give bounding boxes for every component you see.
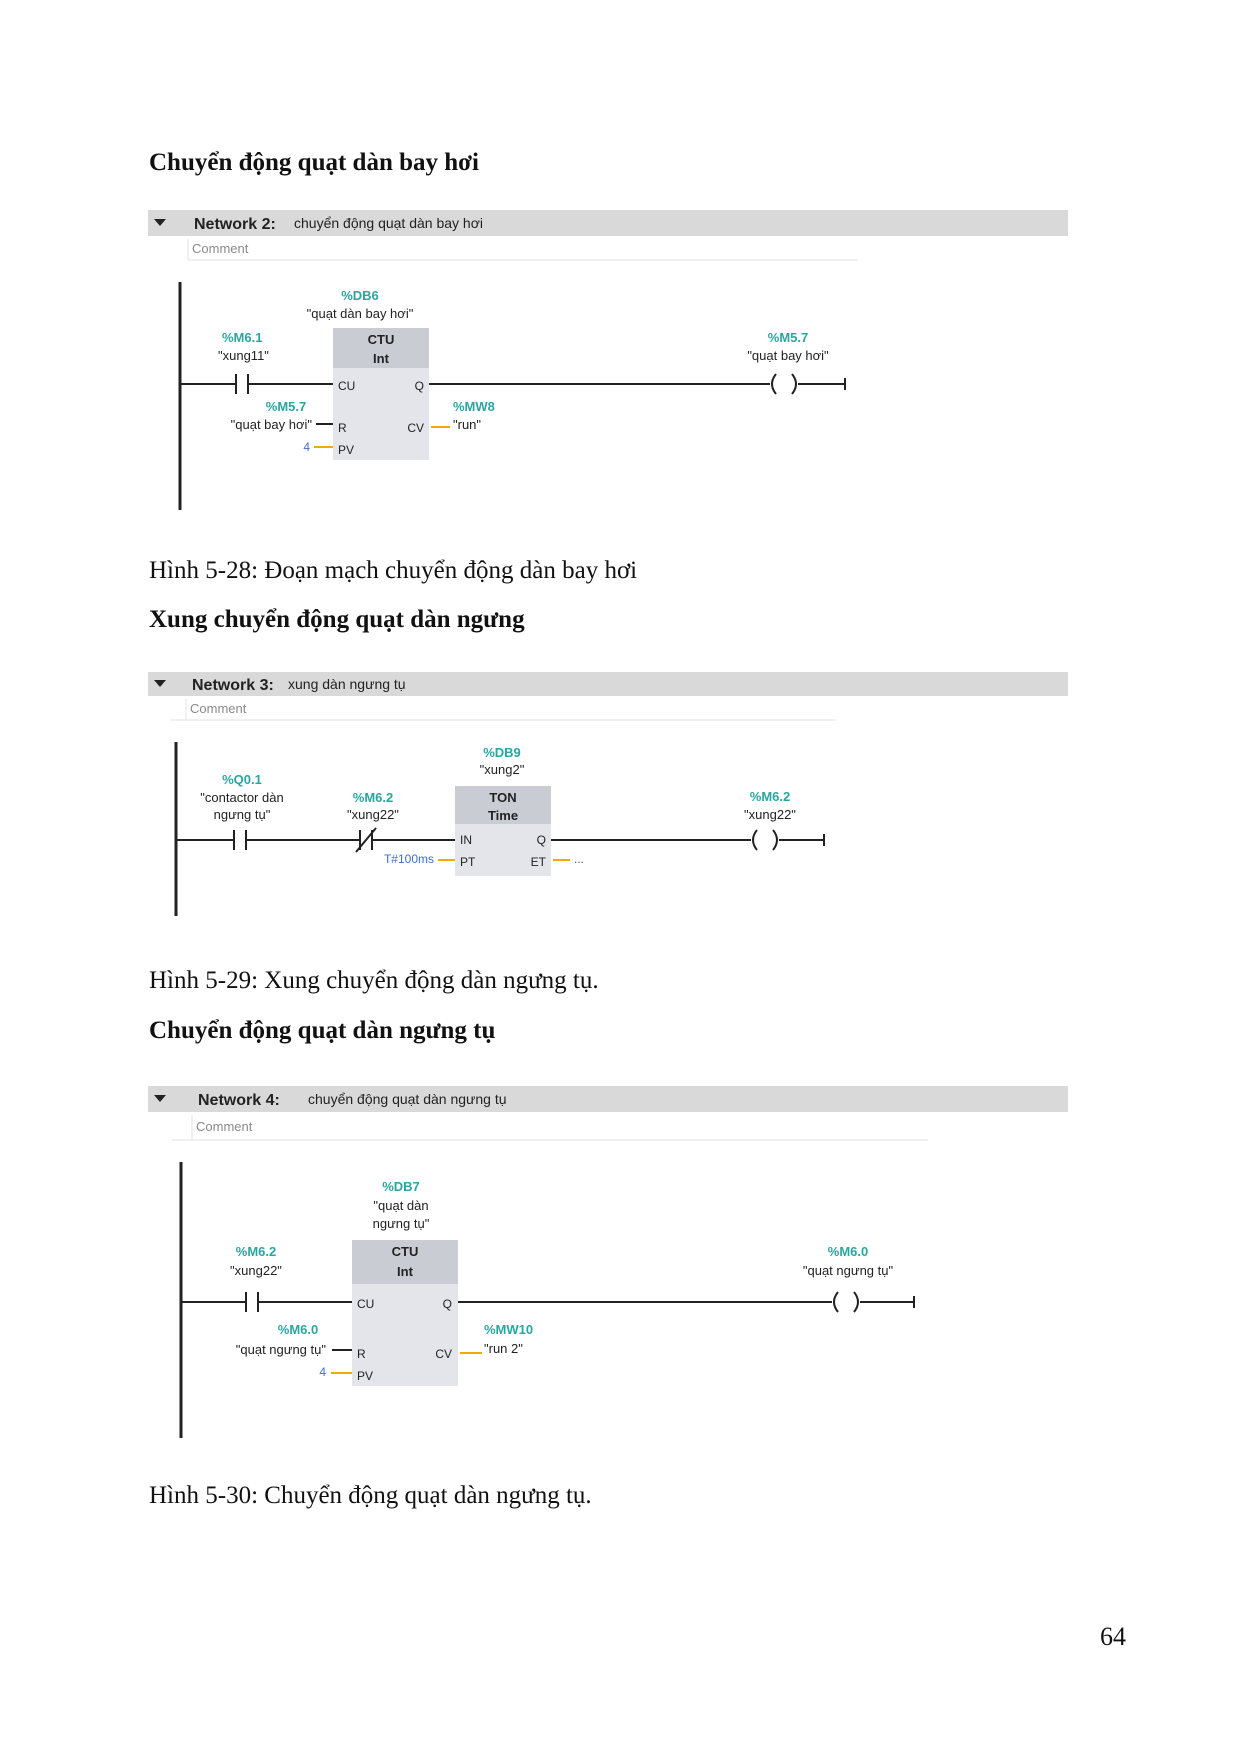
- contact2-symbol: "xung22": [347, 807, 399, 822]
- figure-caption-5-30: Hình 5-30: Chuyển động quạt dàn ngưng tụ.: [149, 1482, 592, 1509]
- coil-address: %M6.0: [827, 1244, 869, 1259]
- et-value: ...: [574, 852, 585, 866]
- network-label: Network 4:: [198, 1092, 280, 1109]
- contact1-symbol-line1: "contactor dàn: [200, 790, 284, 805]
- coil-symbol: "quạt ngưng tụ": [802, 1263, 894, 1278]
- pin-cv: CV: [407, 421, 424, 435]
- reset-address: %M6.0: [277, 1322, 319, 1337]
- ladder-network-4: [148, 1086, 1068, 1446]
- block-datatype: Int: [373, 351, 389, 366]
- pin-pt: PT: [460, 855, 476, 869]
- coil-symbol: "xung22": [744, 807, 796, 822]
- block-type: TON: [489, 790, 517, 805]
- pv-value: 4: [319, 1365, 326, 1379]
- page-number: 64: [1100, 1622, 1126, 1651]
- block-db-name: "quạt dàn bay hơi": [306, 306, 414, 321]
- block-db-address: %DB9: [483, 745, 521, 760]
- pin-pv: PV: [338, 443, 355, 457]
- block-type: CTU: [391, 1244, 419, 1259]
- reset-symbol: "quạt ngưng tụ": [235, 1342, 326, 1357]
- pin-et: ET: [530, 855, 546, 869]
- contact-symbol: "xung11": [218, 348, 269, 363]
- pin-in: IN: [460, 833, 472, 847]
- pin-r: R: [338, 421, 347, 435]
- block-db-address: %DB7: [382, 1179, 420, 1194]
- network-title: chuyển động quạt dàn ngưng tụ: [308, 1091, 507, 1107]
- block-datatype: Int: [397, 1264, 413, 1279]
- output-coil[interactable]: [772, 374, 776, 394]
- contact2-address: %M6.2: [352, 790, 394, 805]
- output-coil[interactable]: [753, 830, 757, 850]
- network-title: chuyển động quạt dàn bay hơi: [294, 215, 483, 231]
- coil-address: %M6.2: [749, 789, 791, 804]
- network-header-bar: [148, 672, 1068, 696]
- coil-symbol: "quạt bay hơi": [747, 348, 829, 363]
- network-3-diagram: [148, 672, 1068, 922]
- network-header-bar: [148, 210, 1068, 236]
- coil-address: %M5.7: [767, 330, 809, 345]
- network-comment[interactable]: Comment: [196, 1119, 253, 1134]
- reset-address: %M5.7: [265, 399, 307, 414]
- contact-address: %M6.2: [235, 1244, 277, 1259]
- ladder-network-3: [148, 672, 1068, 922]
- pin-q: Q: [414, 379, 424, 393]
- pin-pv: PV: [357, 1369, 374, 1383]
- block-type: CTU: [367, 332, 395, 347]
- block-db-address: %DB6: [341, 288, 379, 303]
- contact1-address: %Q0.1: [222, 772, 262, 787]
- contact-symbol: "xung22": [230, 1263, 282, 1278]
- contact-address: %M6.1: [222, 330, 263, 345]
- pin-cv: CV: [435, 1347, 452, 1361]
- section-heading-evaporator-fan: Chuyển động quạt dàn bay hơi: [149, 149, 479, 176]
- cv-address: %MW10: [484, 1322, 534, 1337]
- figure-caption-5-28: Hình 5-28: Đoạn mạch chuyển động dàn bay hơi: [149, 557, 638, 584]
- section-heading-condenser-fan: Chuyển động quạt dàn ngưng tụ: [149, 1017, 496, 1044]
- network-comment[interactable]: Comment: [192, 241, 249, 256]
- block-datatype: Time: [487, 808, 519, 823]
- pin-cu: CU: [357, 1297, 375, 1311]
- pin-q: Q: [442, 1297, 452, 1311]
- network-title: xung dàn ngưng tụ: [288, 676, 406, 692]
- pin-r: R: [357, 1347, 366, 1361]
- figure-caption-5-29: Hình 5-29: Xung chuyển động dàn ngưng tụ.: [149, 967, 599, 994]
- pin-cu: CU: [338, 379, 356, 393]
- section-heading-condenser-pulse: Xung chuyển động quạt dàn ngưng: [149, 606, 525, 633]
- output-coil[interactable]: [834, 1292, 838, 1312]
- block-db-name-line2: ngưng tụ": [372, 1216, 430, 1231]
- network-header-bar: [148, 1086, 1068, 1112]
- network-label: Network 3:: [192, 677, 274, 694]
- cv-symbol: "run 2": [484, 1341, 523, 1356]
- network-2-diagram: [148, 210, 1068, 520]
- network-comment[interactable]: Comment: [190, 701, 247, 716]
- ladder-network-2: [148, 210, 1068, 520]
- block-db-name: "xung2": [479, 762, 525, 777]
- cv-address: %MW8: [453, 399, 495, 414]
- pt-value: T#100ms: [383, 852, 434, 866]
- contact1-symbol-line2: ngưng tụ": [213, 807, 271, 822]
- pin-q: Q: [536, 833, 546, 847]
- block-db-name-line1: "quạt dàn: [373, 1198, 429, 1213]
- network-4-diagram: [148, 1086, 1068, 1446]
- cv-symbol: "run": [453, 417, 482, 432]
- pv-value: 4: [303, 440, 310, 454]
- reset-symbol: "quạt bay hơi": [230, 417, 312, 432]
- network-label: Network 2:: [194, 216, 276, 233]
